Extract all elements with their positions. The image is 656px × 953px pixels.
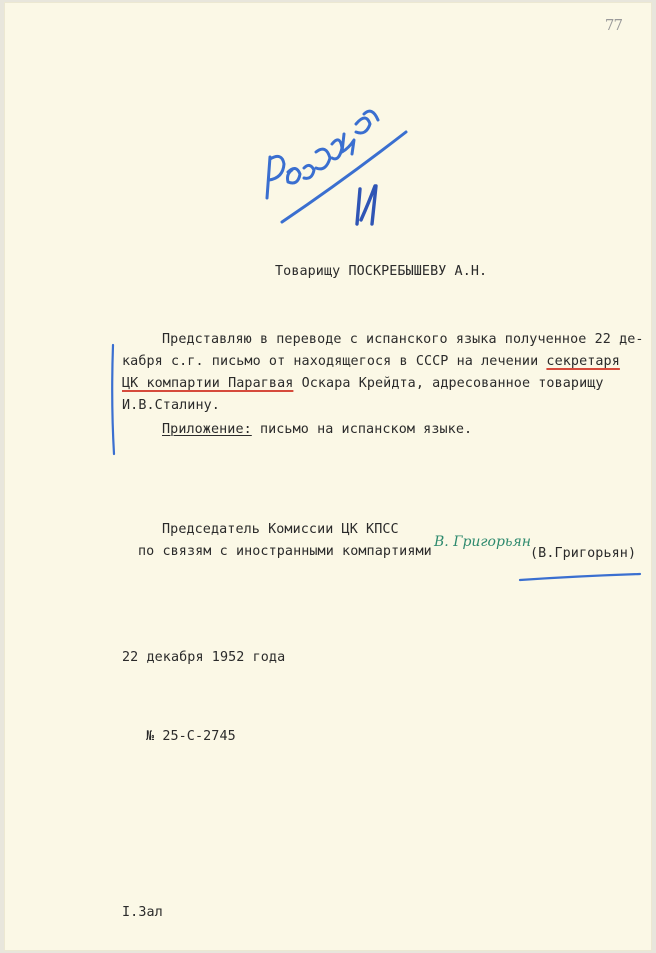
handwritten-signature: В. Григорьян <box>434 534 532 550</box>
page-number: 77 <box>604 16 622 34</box>
body-line-1: Представляю в переводе с испанского языка полученное 22 де- <box>162 332 644 347</box>
attachment-line <box>162 422 472 438</box>
body-line-3-text: Оскара Крейдта, адресованное товарищу <box>293 376 604 391</box>
document-page <box>4 2 652 951</box>
name-underline-icon <box>520 574 640 580</box>
resolution-handwriting-icon <box>267 111 378 198</box>
body-line-4: И.В.Сталину. <box>122 398 220 413</box>
attachment-label: Приложение: <box>162 422 252 437</box>
pencil-marks <box>4 2 652 951</box>
signature-title-line-1: Председатель Комиссии ЦК КПСС <box>162 522 399 537</box>
resolution-mark-icon <box>357 186 376 224</box>
attachment-text: письмо на испанском языке. <box>251 422 473 437</box>
addressee: Товарищу ПОСКРЕБЫШЕВУ А.Н. <box>275 264 488 279</box>
highlight-paraguay-cc: ЦК компартии Парагвая <box>122 376 294 391</box>
body-line-3 <box>122 376 604 392</box>
document-number: № 25-С-2745 <box>146 729 236 744</box>
body-line-2 <box>122 354 620 370</box>
document-date: 22 декабря 1952 года <box>122 650 286 665</box>
signatory-name: (В.Григорьян) <box>530 546 637 561</box>
signature-title-line-2: по связям с иностранными компартиями <box>138 544 432 559</box>
highlight-secretary: секретаря <box>546 354 620 369</box>
footer-mark: I.Зал <box>122 905 163 920</box>
margin-line-icon <box>112 345 114 454</box>
body-line-2-text: кабря с.г. письмо от находящегося в СССР на лечении <box>122 354 547 369</box>
